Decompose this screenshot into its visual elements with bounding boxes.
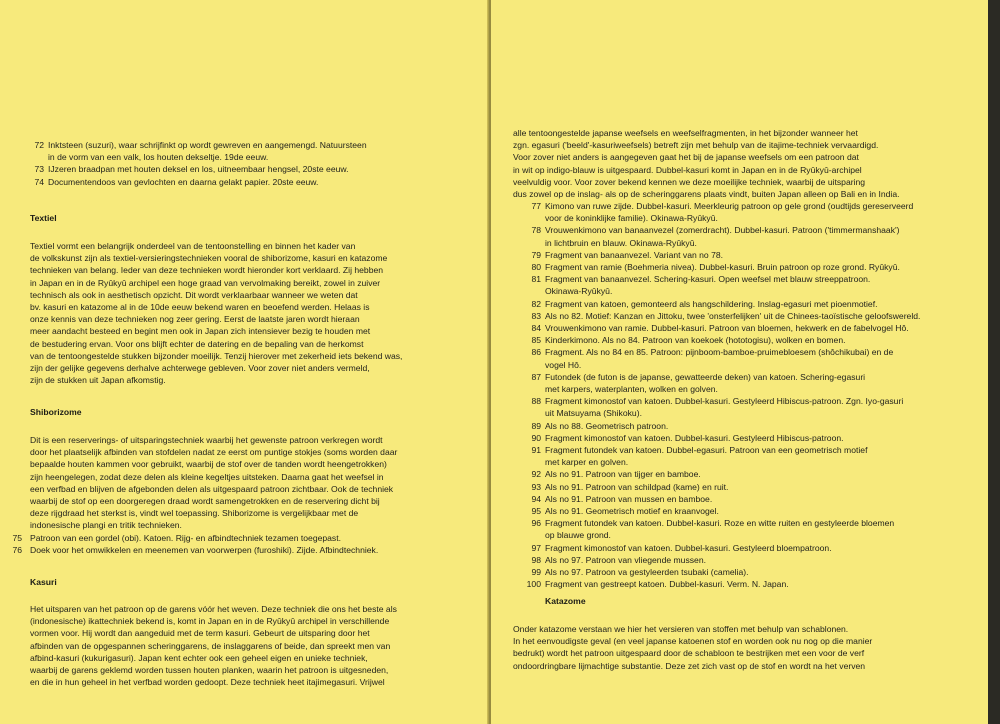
entry-number: 82 — [531, 298, 541, 309]
text-line: (indonesische) ikattechniek bekend is, komt in Japan en in de Ryûkyû archipel in verschillende — [30, 616, 390, 627]
catalog-entry — [30, 163, 470, 175]
text-line: zijn der gelijke gegevens derhalve achterwege gebleven. Voor zover niet anders vermeld, — [30, 363, 370, 374]
entry-text-line: voor de koninklijke familie). Okinawa-Ryûkyû. — [545, 213, 718, 224]
text-line: de bestudering ervan. Voor ons blijft echter de datering en de bepaling van de herkomst — [30, 338, 364, 349]
entry-text-line: Fragment kimonostof van katoen. Dubbel-kasuri. Gestyleerd Hibiscus-patroon. Zgn. Iyo-gasuri — [545, 396, 904, 407]
text-line: technisch als ook in aesthetisch opzicht. Dit wordt verklaarbaar wanneer we weten dat — [30, 289, 358, 300]
entry-text-line: met karpers, waterplanten, wolken en golven. — [545, 384, 718, 395]
entry-text-line: Doek voor het omwikkelen en meenemen van voorwerpen (furoshiki). Zijde. Afbindtechniek. — [30, 544, 379, 555]
katazome-paragraph — [513, 623, 973, 672]
entry-text-line: Documentendoos van gevlochten en daarna gelakt papier. 20ste eeuw. — [48, 176, 319, 187]
entry-text-line: Patroon van een gordel (obi). Katoen. Rijg- en afbindtechniek tezamen toegepast. — [30, 532, 342, 543]
catalog-entry — [531, 554, 985, 566]
text-line: alle tentoongestelde japanse weefsels en weefselfragmenten, in het bijzonder wanneer het — [513, 128, 858, 138]
left-page — [0, 0, 489, 724]
catalog-entry — [531, 224, 985, 248]
text-line: van de tentoongestelde stukken bijzonder moeilijk. Tenzij hierover met zekerheid iets bekend was, — [30, 350, 403, 361]
catalog-entry — [531, 334, 985, 346]
entry-number: 94 — [531, 493, 541, 504]
text-line: bedrukt) wordt het patroon uitgespaard door de schabloon te bestrijken met een voor de verf — [513, 648, 865, 659]
entry-number: 91 — [531, 445, 541, 456]
entry-text-line: Als no 82. Motief: Kanzan en Jittoku, twee 'onsterfelijken' uit de Chinees-taoïstische geloofswereld. — [545, 310, 921, 321]
entry-text-line: Fragment kimonostof van katoen. Dubbel-kasuri. Gestyleerd Hibiscus-patroon. — [545, 432, 844, 443]
entry-text-line: Fragment van banaanvezel. Variant van no 78. — [545, 249, 724, 260]
text-line: Het uitsparen van het patroon op de garens vóór het weven. Deze techniek die ons het beste als — [30, 604, 397, 614]
entry-text-line: IJzeren braadpan met houten deksel en los, uitneembaar hengsel, 20ste eeuw. — [48, 164, 349, 175]
text-line: een verfbad en blijven de afgebonden delen als uitgespaard patroon zichtbaar. Ook de techniek — [30, 483, 394, 494]
catalog-entry — [531, 481, 985, 493]
catalog-entry — [531, 371, 985, 395]
entry-text-line: Als no 97. Patroon van vliegende mussen. — [545, 554, 706, 565]
text-line: meer aandacht besteed en begint men ook in Japan zich intensiever bezig te houden met — [30, 326, 371, 337]
entry-text-line: Als no 91. Patroon van mussen en bamboe. — [545, 493, 713, 504]
entry-text-line: Kinderkimono. Als no 84. Patroon van koekoek (hototogisu), wolken en bomen. — [545, 335, 846, 346]
entry-number: 75 — [12, 532, 22, 543]
text-line: in wit op indigo-blauw is uitgespaard. Dubbel-kasuri komt in Japan en in de Ryûkyû-archipel — [513, 164, 862, 175]
text-line: zgn. egasuri ('beeld'-kasuriweefsels) betreft zijn met behulp van de itajime-techniek vervaardigd. — [513, 140, 879, 151]
entry-text-line: Fragment. Als no 84 en 85. Patroon: pijnboom-bamboe-pruimebloesem (shôchikubai) en de — [545, 347, 894, 358]
heading-textiel: Textiel — [30, 213, 57, 223]
entry-number: 81 — [531, 274, 541, 285]
catalog-entry — [531, 273, 985, 297]
entry-number: 99 — [531, 567, 541, 578]
text-line: waarbij de garens geklemd worden tussen houten planken, waarin het patroon is uitgesneden, — [30, 665, 389, 676]
entry-text-line: Fragment futondek van katoen. Dubbel-kasuri. Roze en witte ruiten en gestyleerde bloemen — [545, 518, 895, 529]
catalog-entry — [531, 298, 985, 310]
shiborizome-paragraph — [12, 434, 470, 556]
entry-number: 73 — [34, 164, 44, 175]
entry-text-line: Fragment van banaanvezel. Schering-kasuri. Open weefsel met blauw streeppatroon. — [545, 274, 871, 285]
entry-text-line: Vrouwenkimono van ramie. Dubbel-kasuri. Patroon van bloemen, hekwerk en de fabelvogel Hô. — [545, 323, 909, 334]
catalog-entry — [531, 444, 985, 468]
catalog-entry — [531, 505, 985, 517]
entry-number: 95 — [531, 506, 541, 517]
entry-number: 89 — [531, 420, 541, 431]
entry-text-line: op blauwe grond. — [545, 530, 611, 541]
entry-text-line: Inktsteen (suzuri), waar schrijfinkt op wordt gewreven en aangemengd. Natuursteen — [48, 140, 367, 150]
catalog-entry — [531, 395, 985, 419]
entry-text-line: Kimono van ruwe zijde. Dubbel-kasuri. Meerkleurig patroon op gele grond (oudtijds gereserveerd — [545, 201, 914, 211]
entry-number: 78 — [531, 225, 541, 236]
catalog-entries-72-74 — [30, 139, 470, 188]
text-line: ondoordringbare lijmachtige substantie. Deze zet zich vast op de stof en wordt na het verven — [513, 660, 866, 671]
text-line: bv. kasuri en katazome al in de 10de eeuw bekend waren en beoefend werden. Helaas is — [30, 302, 370, 313]
entry-number: 74 — [34, 176, 44, 187]
entry-text-line: Fragment van gestreept katoen. Dubbel-kasuri. Verm. N. Japan. — [545, 579, 789, 590]
heading-katazome: Katazome — [545, 596, 586, 606]
entry-text-line: in de vorm van een valk, los houten dekseltje. 19de eeuw. — [48, 152, 269, 163]
text-line: Dit is een reserverings- of uitsparingstechniek waarbij het gewenste patroon verkregen wordt — [30, 435, 383, 445]
text-line: vormen voor. Hij wordt dan aangeduid met de term kasuri. Gebeurt de uitsparing door het — [30, 628, 370, 639]
entry-number: 72 — [34, 140, 44, 150]
catalog-entries-77-100 — [526, 200, 985, 591]
entry-text-line: Fragment futondek van katoen. Dubbel-egasuri. Patroon van een geometrisch motief — [545, 445, 868, 456]
entry-text-line: Fragment van ramie (Boehmeria nivea). Dubbel-kasuri. Bruin patroon op roze grond. Ryûkyû. — [545, 262, 900, 273]
entry-number: 83 — [531, 310, 541, 321]
entry-text-line: vogel Hô. — [545, 359, 582, 370]
catalog-entry — [526, 578, 985, 590]
text-line: en die in hun geheel in het verfbad worden gedoopt. Deze techniek heet itajimegasuri. Vrijwel — [30, 677, 385, 688]
text-line: Onder katazome verstaan we hier het versieren van stoffen met behulp van schablonen. — [513, 624, 849, 634]
entry-text-line: Als no 91. Patroon van schildpad (kame) en ruit. — [545, 481, 729, 492]
entry-text-line: Futondek (de futon is de japanse, gewatteerde deken) van katoen. Schering-egasuri — [545, 371, 866, 382]
text-line: zijn heengelegen, zodat deze delen als kleine kegeltjes uitsteken. Daarna gaat het weefsel in — [30, 471, 384, 482]
entry-number: 93 — [531, 481, 541, 492]
text-line: indonesische plangi en tritik technieken. — [30, 520, 182, 531]
entry-number: 88 — [531, 396, 541, 407]
entry-number: 79 — [531, 249, 541, 260]
entry-number: 80 — [531, 262, 541, 273]
entry-number: 97 — [531, 542, 541, 553]
catalog-entry — [30, 176, 470, 188]
entry-text-line: Fragment van katoen, gemonteerd als hangschildering. Inslag-egasuri met pioenmotief. — [545, 298, 878, 309]
entry-number: 87 — [531, 371, 541, 382]
entry-text-line: Okinawa-Ryûkyû. — [545, 286, 613, 297]
entry-number: 76 — [12, 544, 22, 555]
entry-text-line: Als no 91. Geometrisch motief en kraanvogel. — [545, 506, 719, 517]
heading-shiborizome: Shiborizome — [30, 407, 82, 417]
catalog-entry — [531, 468, 985, 480]
text-line: Textiel vormt een belangrijk onderdeel van de tentoonstelling en binnen het kader van — [30, 241, 356, 251]
entry-text-line: Als no 97. Patroon va gestyleerden tsubaki (camelia). — [545, 567, 749, 578]
catalog-entry — [531, 432, 985, 444]
kasuri-paragraph — [30, 603, 470, 688]
text-line: afbinden van de opgespannen scheringgarens, de inslaggarens of beide, dan spreekt men van — [30, 640, 391, 651]
text-line: door het plaatselijk afbinden van stofdelen nadat ze eerst om puntige stokjes (soms worden daar — [30, 447, 398, 458]
text-line: in Japan en in de Ryûkyû archipel een hoge graad van vervolmaking bereikt, zowel in zuiver — [30, 277, 381, 288]
textiel-paragraph — [30, 240, 470, 386]
text-line: onze kennis van deze technieken nog zeer gering. Eerst de laatste jaren wordt hieraan — [30, 314, 360, 325]
catalog-entry — [531, 322, 985, 334]
entry-number: 86 — [531, 347, 541, 358]
text-line: zijn de stukken uit Japan afkomstig. — [30, 375, 166, 386]
entry-text-line: Vrouwenkimono van banaanvezel (zomerdracht). Dubbel-kasuri. Patroon ('timmermanshaak') — [545, 225, 900, 236]
text-line: deze rijgdraad het sterkst is, vindt wel toepassing. Shiborizome is vergelijkbaar met de — [30, 508, 359, 519]
entry-number: 98 — [531, 554, 541, 565]
catalog-entry — [531, 420, 985, 432]
catalog-entry — [531, 493, 985, 505]
catalog-entry — [531, 542, 985, 554]
text-line: waarbij de stof op een doorgeregen draad wordt samengetrokken en de reservering dicht bij — [30, 496, 380, 507]
background-edge — [988, 0, 1000, 724]
text-line: de volkskunst zijn als textiel-versieringstechnieken vooral de shiborizome, kasuri en katazome — [30, 253, 388, 264]
entry-number: 90 — [531, 432, 541, 443]
catalog-entry — [531, 249, 985, 261]
entry-text-line: Fragment kimonostof van katoen. Dubbel-kasuri. Gestyleerd bloempatroon. — [545, 542, 832, 553]
entry-text-line: in lichtbruin en blauw. Okinawa-Ryûkyû. — [545, 237, 697, 248]
catalog-entry — [12, 544, 470, 556]
catalog-entry — [531, 200, 985, 224]
text-line: In het eenvoudigste geval (en veel japanse katoenen stof en worden ook nu nog op die manier — [513, 636, 873, 647]
entry-number: 85 — [531, 335, 541, 346]
text-line: afbind-kasuri (kukurigasuri). Japan kent echter ook een geheel eigen en unieke techniek, — [30, 652, 368, 663]
entry-text-line: Als no 91. Patroon van tijger en bamboe. — [545, 469, 701, 480]
catalog-entry — [30, 139, 470, 163]
catalog-entry — [531, 261, 985, 273]
text-line: bepaalde houten kammen voor gebruikt, waarbij de stof over de tanden wordt heengetrokken) — [30, 459, 387, 470]
entry-text-line: met karper en golven. — [545, 457, 629, 468]
text-line: veelvuldig voor. Voor zover bekend kennen we deze moeilijke techniek, waarbij de uitsparing — [513, 176, 866, 187]
catalog-entry — [531, 346, 985, 370]
entry-number: 100 — [526, 579, 541, 590]
entry-text-line: Als no 88. Geometrisch patroon. — [545, 420, 669, 431]
text-line: technieken van belang. Ieder van deze technieken wordt hieronder kort verklaard. Zij hebben — [30, 265, 384, 276]
kasuri-paragraph-continued — [513, 127, 973, 200]
text-line: Voor zover niet anders is aangegeven gaat het bij de japanse weefsels om een patroon dat — [513, 152, 859, 163]
right-page — [491, 0, 988, 724]
catalog-entry — [531, 566, 985, 578]
entry-text-line: uit Matsuyama (Shikoku). — [545, 408, 642, 419]
text-line: dus zowel op de inslag- als op de scheringgarens plaats vindt, buiten Japan alleen op Bali en in India. — [513, 189, 900, 200]
catalog-entry — [12, 532, 470, 544]
catalog-entry — [531, 310, 985, 322]
entry-number: 84 — [531, 323, 541, 334]
heading-kasuri: Kasuri — [30, 577, 57, 587]
entry-number: 96 — [531, 518, 541, 529]
catalog-entry — [531, 517, 985, 541]
entry-number: 77 — [531, 201, 541, 211]
entry-number: 92 — [531, 469, 541, 480]
